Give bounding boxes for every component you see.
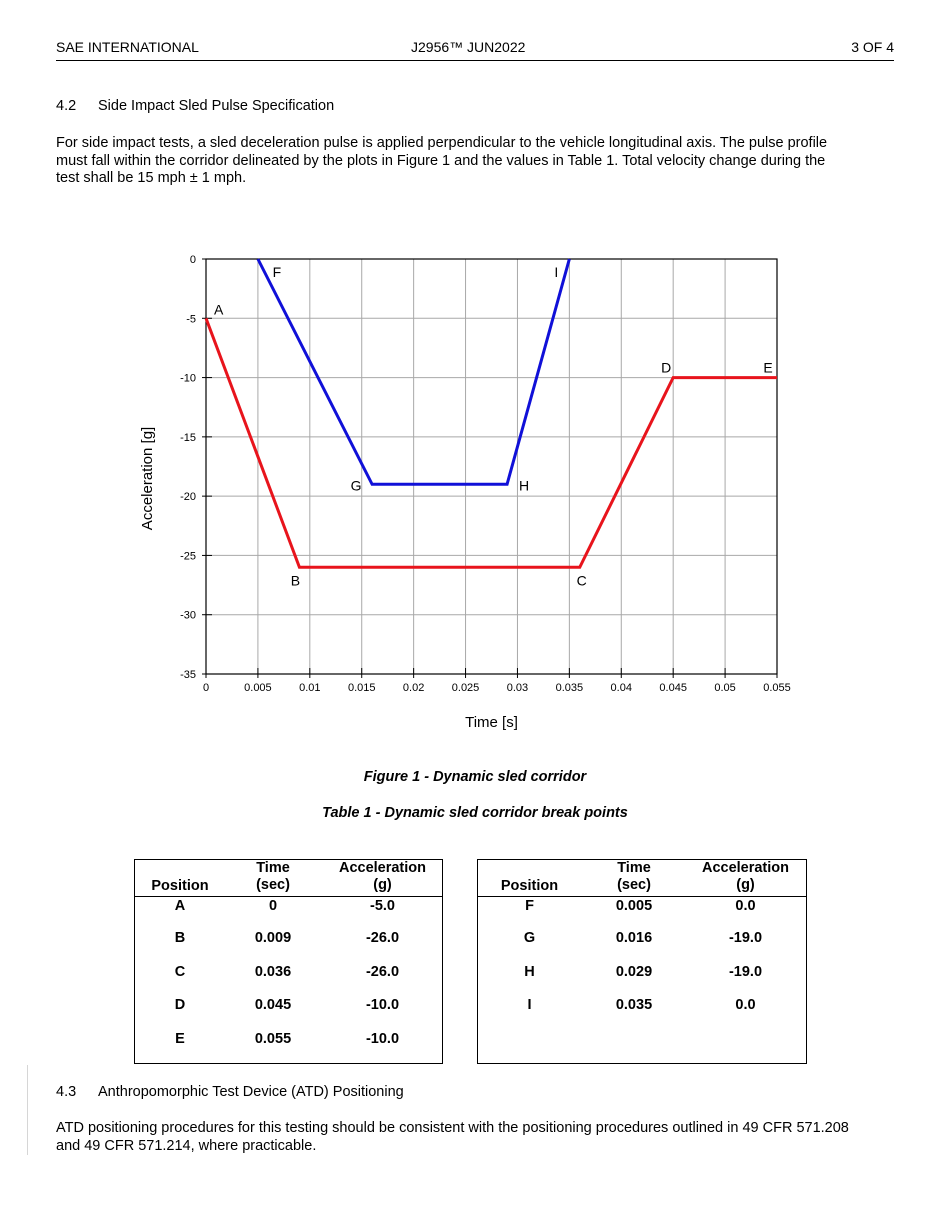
page-header <box>56 38 894 61</box>
cell-position: B <box>174 930 186 946</box>
sled-corridor-chart <box>120 240 820 740</box>
publisher-name: SAE INTERNATIONAL <box>56 39 199 55</box>
paragraph-line: For side impact tests, a sled deceleration pulse is applied perpendicular to the vehicle longitudinal axis. The pulse profile <box>56 135 828 151</box>
header-acceleration <box>683 860 808 894</box>
point-label: F <box>272 264 282 280</box>
point-label: C <box>576 572 587 589</box>
cell-acceleration: 0.0 <box>735 997 756 1013</box>
cell-position: G <box>523 930 536 946</box>
header-time <box>238 860 308 894</box>
cell-acceleration: -10.0 <box>365 1031 400 1047</box>
header-accel-line2: (g) <box>736 877 755 893</box>
cell-position: C <box>174 964 186 980</box>
x-axis-label: Time [s] <box>465 714 518 731</box>
section-4-3-paragraph <box>56 1120 894 1155</box>
paragraph-line: test shall be 15 mph ± 1 mph. <box>56 170 247 186</box>
paragraph-line: and 49 CFR 571.214, where practicable. <box>56 1137 317 1154</box>
breakpoints-table-right <box>477 859 807 1064</box>
breakpoints-table-left <box>134 859 443 1064</box>
point-label: A <box>214 301 224 318</box>
x-tick-label: 0.015 <box>347 682 376 694</box>
y-tick-label: -20 <box>180 491 196 504</box>
x-tick-label: 0.03 <box>506 682 529 694</box>
section-number: 4.2 <box>56 98 77 114</box>
section-number: 4.3 <box>56 1084 77 1100</box>
cell-time: 0.005 <box>615 898 653 914</box>
cell-position: A <box>174 898 186 914</box>
section-title: Anthropomorphic Test Device (ATD) Positioning <box>98 1084 404 1100</box>
header-time-line2: (sec) <box>256 877 290 893</box>
y-tick-label: 0 <box>189 254 196 266</box>
cell-acceleration: -26.0 <box>365 964 400 980</box>
cell-time: 0 <box>268 898 278 914</box>
cell-position: E <box>175 1031 185 1047</box>
x-tick-label: 0.025 <box>451 682 480 694</box>
point-label: D <box>661 359 672 376</box>
table-header <box>135 860 442 897</box>
header-time <box>599 860 669 894</box>
header-position: Position <box>151 878 209 894</box>
point-label: B <box>290 572 301 589</box>
x-tick-label: 0.02 <box>402 682 425 694</box>
y-tick-label: -5 <box>186 313 196 326</box>
header-acceleration <box>320 860 445 894</box>
y-tick-label: -15 <box>180 431 196 444</box>
header-time-line1: Time <box>256 860 290 876</box>
figure-caption: Figure 1 - Dynamic sled corridor <box>363 769 587 785</box>
x-tick-label: 0.01 <box>299 682 321 694</box>
header-accel-line2: (g) <box>373 877 392 893</box>
header-time-line1: Time <box>617 860 651 876</box>
header-position: Position <box>500 878 559 894</box>
cell-position: F <box>525 898 534 914</box>
paragraph-line: ATD positioning procedures for this testing should be consistent with the positioning procedures outlined in 49 CFR 571.208 <box>56 1120 849 1136</box>
cell-time: 0.036 <box>254 964 292 980</box>
cell-acceleration: -10.0 <box>365 997 400 1013</box>
paragraph-line: must fall within the corridor delineated by the plots in Figure 1 and the values in Table 1. Total velocity change during the <box>56 152 826 169</box>
cell-time: 0.016 <box>615 930 653 946</box>
x-tick-label: 0.04 <box>610 682 632 694</box>
cell-time: 0.035 <box>615 997 653 1013</box>
cell-acceleration: 0.0 <box>735 898 756 914</box>
x-tick-label: 0.035 <box>555 682 584 694</box>
x-tick-label: 0.005 <box>244 682 272 694</box>
cell-position: I <box>527 997 532 1013</box>
section-title: Side Impact Sled Pulse Specification <box>98 98 335 114</box>
margin-rule <box>27 1065 28 1155</box>
plot-frame <box>206 259 777 674</box>
x-tick-label: 0.055 <box>763 682 791 694</box>
document-id: J2956™ JUN2022 <box>411 39 526 55</box>
cell-position: D <box>174 997 186 1013</box>
header-accel-line1: Acceleration <box>338 860 427 876</box>
x-tick-label: 0 <box>202 682 210 694</box>
page-number: 3 OF 4 <box>851 39 894 55</box>
y-axis-label: Acceleration [g] <box>139 426 156 531</box>
y-tick-label: -10 <box>180 372 196 385</box>
cell-time: 0.055 <box>254 1031 292 1047</box>
cell-position: H <box>524 964 535 980</box>
y-tick-label: -35 <box>180 669 196 681</box>
section-4-2-heading <box>56 98 334 114</box>
cell-acceleration: -5.0 <box>370 898 395 914</box>
table-caption: Table 1 - Dynamic sled corridor break points <box>322 805 628 821</box>
table-header <box>478 860 806 897</box>
cell-acceleration: -19.0 <box>728 930 763 946</box>
point-label: G <box>350 477 362 494</box>
x-tick-label: 0.05 <box>714 682 736 694</box>
point-label: H <box>519 477 530 494</box>
cell-acceleration: -19.0 <box>728 964 763 980</box>
y-tick-label: -25 <box>180 550 196 563</box>
section-4-3-heading <box>56 1084 404 1100</box>
cell-time: 0.045 <box>254 997 292 1013</box>
corridor-line <box>206 318 777 567</box>
section-4-2-paragraph <box>56 135 894 188</box>
header-accel-line1: Acceleration <box>701 860 790 876</box>
cell-time: 0.009 <box>254 930 292 946</box>
point-label: E <box>763 359 773 376</box>
cell-time: 0.029 <box>615 964 653 980</box>
y-tick-label: -30 <box>180 609 196 622</box>
header-time-line2: (sec) <box>617 877 651 893</box>
point-label: I <box>554 264 559 280</box>
x-tick-label: 0.045 <box>659 682 687 694</box>
cell-acceleration: -26.0 <box>365 930 400 946</box>
